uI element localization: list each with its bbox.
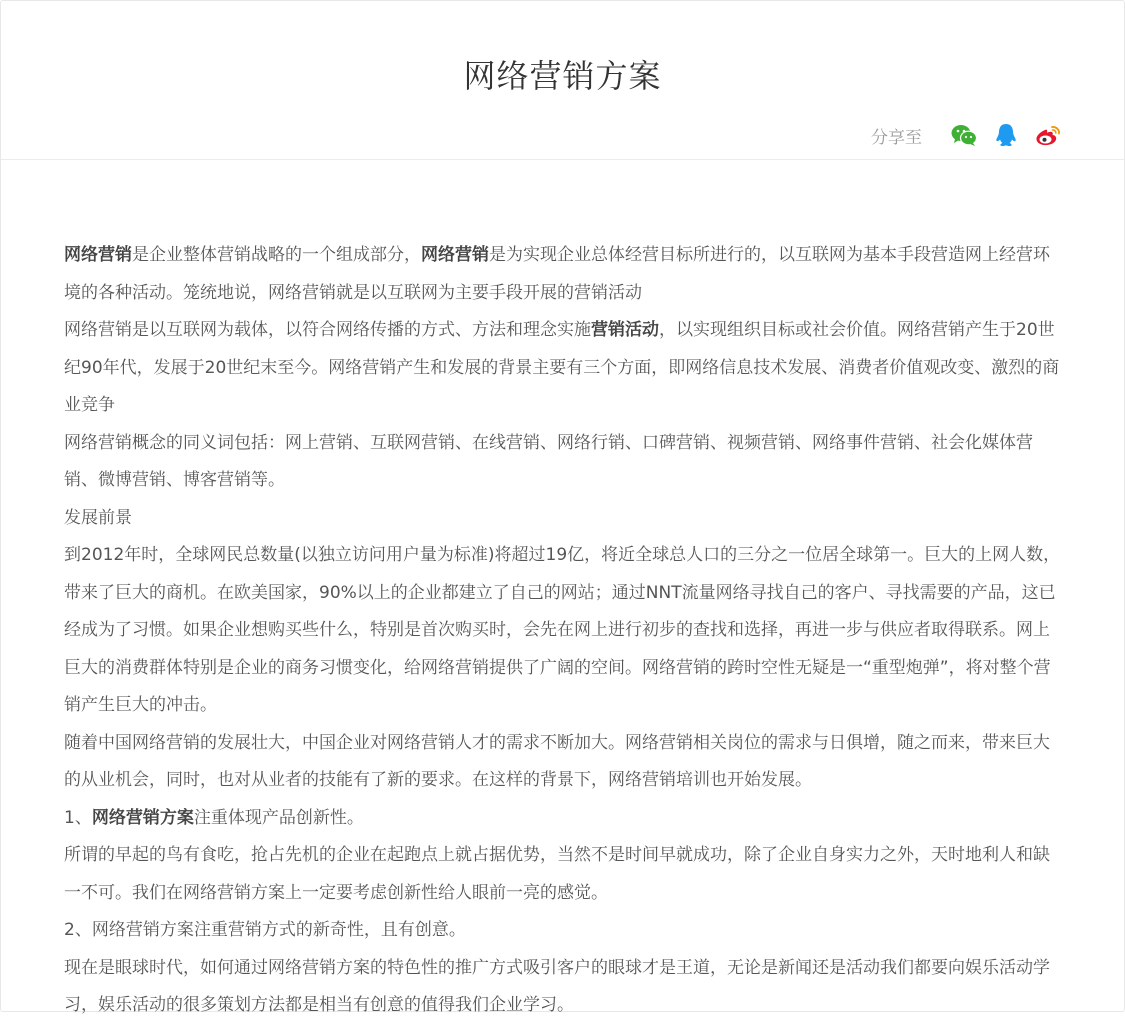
bold-keyword: 网络营销方案 bbox=[91, 807, 194, 828]
paragraph bbox=[64, 800, 1064, 838]
paragraph-text: 注重体现产品创新性。 bbox=[193, 807, 364, 828]
bold-keyword: 网络营销 bbox=[64, 245, 132, 265]
weibo-icon[interactable] bbox=[1034, 121, 1062, 149]
paragraph: 到2012年时，全球网民总数量(以独立访问用户量为标准)将超过19亿，将近全球总人口的三分之一位居全球第一。巨大的上网人数，带来了巨大的商机。在欧美国家，90%以上的企业都建立了自己的网站；通过NNT流量网络寻找自己的客户、寻找需要的产品，这已经成为了习惯。如果企业想购买些什么，特别是首次购买时，会先在网上进行初步的查找和选择，再进一步与供应者取得联系。网上巨大的消费群体特别是企业的商务习惯变化，给网络营销提供了广阔的空间。网络营销的跨时空性无疑是一“重型炮弹”，将对整个营销产生巨大的冲击。 bbox=[64, 545, 1061, 715]
article-header bbox=[1, 1, 1124, 160]
paragraph: 网络营销概念的同义词包括：网上营销、互联网营销、在线营销、网络行销、口碑营销、视频营销、网络事件营销、社会化媒体营销、微博营销、博客营销等。 bbox=[64, 432, 1033, 490]
article-content bbox=[64, 237, 1064, 1025]
paragraph bbox=[64, 312, 1064, 425]
paragraph: 所谓的早起的鸟有食吃，抢占先机的企业在起跑点上就占据优势，当然不是时间早就成功，除了企业自身实力之外，天时地利人和缺一不可。我们在网络营销方案上一定要考虑创新性给人眼前一亮的感觉。 bbox=[64, 845, 1050, 903]
wechat-icon[interactable] bbox=[950, 121, 978, 149]
qq-icon[interactable] bbox=[992, 121, 1020, 149]
paragraph-text: 1、 bbox=[64, 807, 92, 828]
paragraph-text: 是为实现企业总体经营目标所进行的，以互联网为基本手段营造网上经营环境的各种活动。笼统地说，网络营销就是以互联网为主要手段开展的营销活动 bbox=[64, 245, 1050, 303]
page-title: 网络营销方案 bbox=[463, 57, 662, 95]
paragraph: 随着中国网络营销的发展壮大，中国企业对网络营销人才的需求不断加大。网络营销相关岗位的需求与日俱增，随之而来，带来巨大的从业机会，同时，也对从业者的技能有了新的要求。在这样的背景下，网络营销培训也开始发展。 bbox=[64, 732, 1050, 790]
paragraph-text: 是企业整体营销战略的一个组成部分， bbox=[132, 245, 421, 265]
paragraph: 现在是眼球时代，如何通过网络营销方案的特色性的推广方式吸引客户的眼球才是王道，无论是新闻还是活动我们都要向娱乐活动学习，娱乐活动的很多策划方法都是相当有创意的值得我们企业学习。 bbox=[64, 957, 1050, 1015]
paragraph-text: ，以实现组织目标或社会价值。网络营销产生于20世纪90年代，发展于20世纪末至今。网络营销产生和发展的背景主要有三个方面，即网络信息技术发展、消费者价值观改变、激烈的商业竞争 bbox=[64, 320, 1060, 415]
paragraph bbox=[64, 237, 1064, 312]
bold-keyword: 网络营销 bbox=[421, 245, 489, 265]
bold-keyword: 营销活动 bbox=[591, 320, 659, 340]
paragraph: 2、网络营销方案注重营销方式的新奇性，且有创意。 bbox=[64, 920, 466, 940]
share-bar bbox=[871, 121, 1062, 149]
paragraph-text: 网络营销是以互联网为载体，以符合网络传播的方式、方法和理念实施 bbox=[64, 320, 591, 340]
share-label: 分享至 bbox=[871, 127, 922, 148]
section-heading: 发展前景 bbox=[64, 507, 132, 528]
